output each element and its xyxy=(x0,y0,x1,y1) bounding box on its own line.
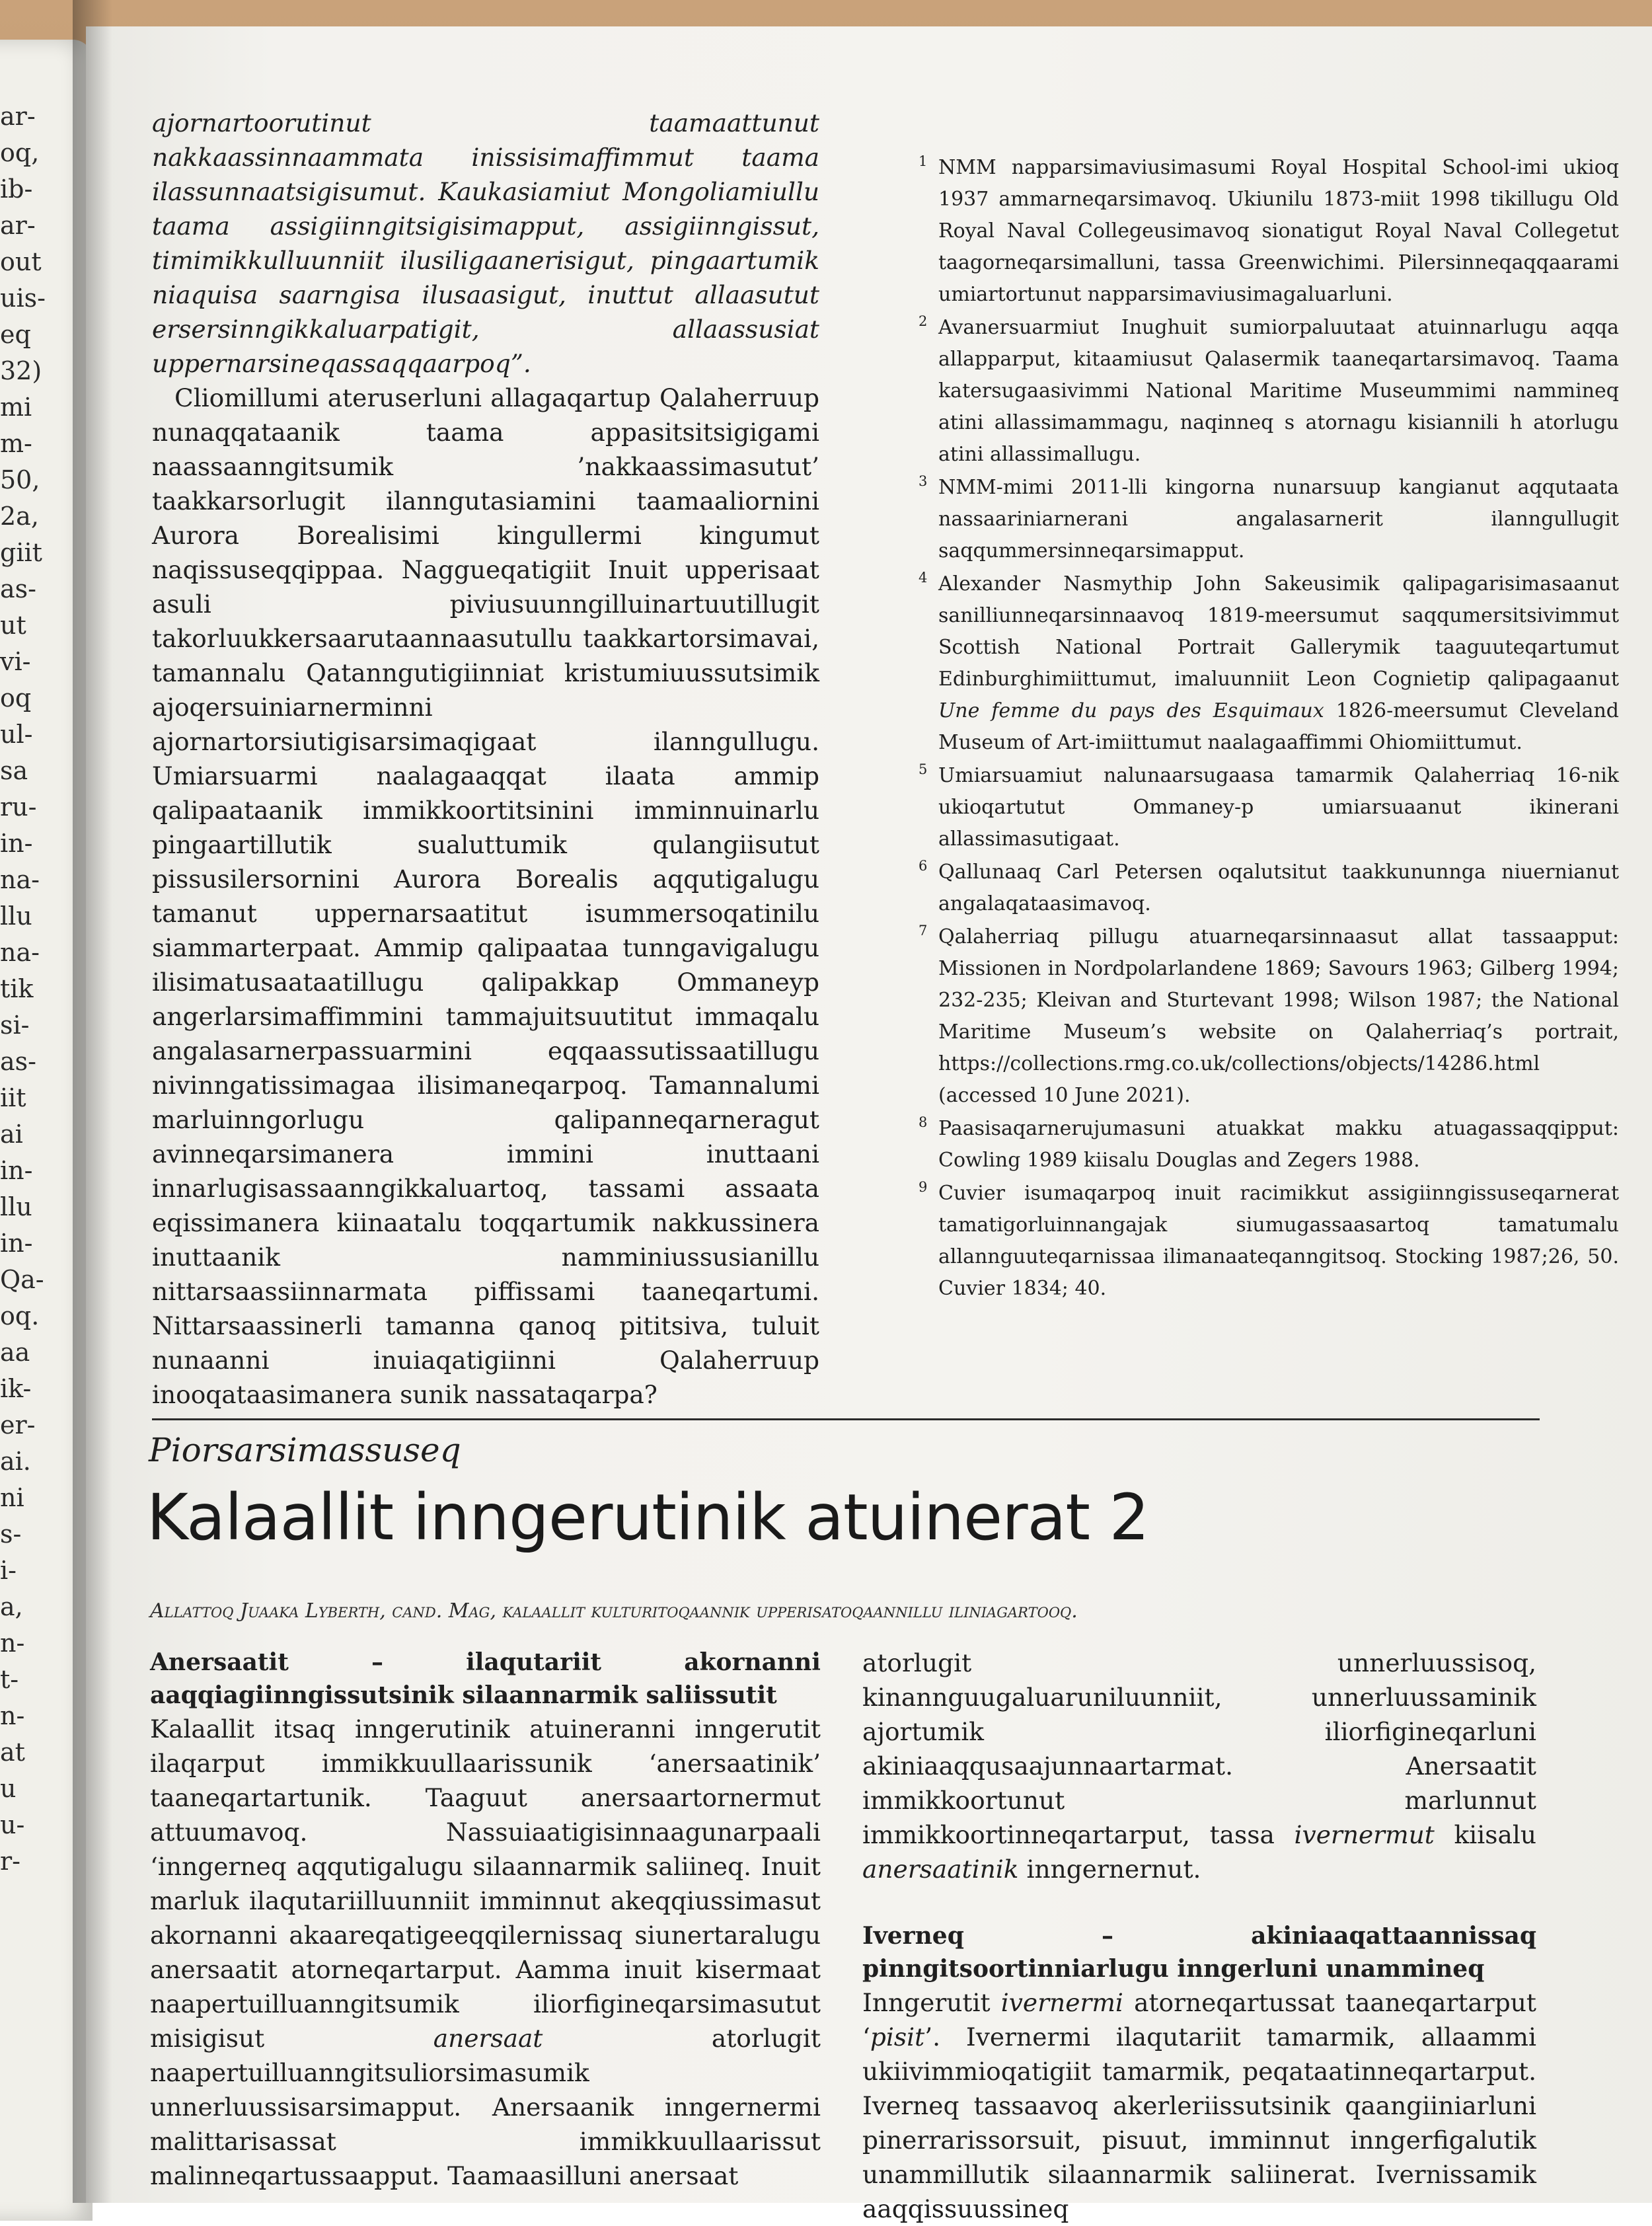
left-page-text-fragment: Qa- xyxy=(0,1265,44,1294)
left-page-text-fragment: na- xyxy=(0,938,40,967)
text-span: kiisalu xyxy=(1434,1820,1536,1849)
top-left-column xyxy=(152,106,819,1412)
left-page-text-fragment: in- xyxy=(0,1229,33,1258)
section-label: Piorsarsimassuseq xyxy=(149,1431,461,1469)
footnote-text: 1826-meersumut Cleveland Museum of Art-imiittumut naalagaaffimmi Ohiomiittumut. xyxy=(938,699,1619,754)
footnote-number: 1 xyxy=(919,153,928,169)
footnote-number: 6 xyxy=(919,858,928,874)
left-page-text-fragment: at xyxy=(0,1738,25,1767)
footnote-text: Avanersuarmiut Inughuit sumiorpaluutaat atuinnarlugu aqqa allapparput, kitaamiusut Qalasermik taaneqartarsimavoq. Taama katersugaasivimmi National Maritime Museummimi nammineq atini allassimammagu, naqinneq s atornagu kisiannili h atorlugu atini allassimallugu. xyxy=(938,316,1619,466)
text-span: ’. Ivernermi ilaqutariit tamarmik, allaammi ukiivimmioqatigiit tamarmik, peqataatinneqartarput. Iverneq tassaavoq akerleriissutsinik qaangiiniarluni pinerrarissorsuit, pisuut, imminnut inngerfigalutik unammillutik silaannarmik saliinerat. Ivernissamik aaqqissuussineq xyxy=(862,2022,1536,2223)
footnote-text: Paasisaqarnerujumasuni atuakkat makku atuagassaqqipput: Cowling 1989 kiisalu Douglas and Zegers 1988. xyxy=(938,1117,1619,1172)
left-page-text-fragment: u xyxy=(0,1774,17,1803)
body-paragraph xyxy=(150,1712,821,2193)
left-page-text-fragment: ar- xyxy=(0,211,36,240)
text-span: atorneqartussat taaneqartarput ‘ xyxy=(862,1988,1536,2052)
footnote-italic-title: Une femme du pays des Esquimaux xyxy=(938,699,1324,722)
footnote-text: Qallunaaq Carl Petersen oqalutsitut taakkununnga niuernianut angalaqataasimavoq. xyxy=(938,861,1619,915)
footnote-number: 4 xyxy=(919,570,928,586)
italic-term: ivernermi xyxy=(1000,1988,1123,2017)
left-page-text-fragment: ul- xyxy=(0,720,33,749)
article-title: Kalaallit inngerutinik atuinerat 2 xyxy=(147,1480,1149,1554)
footnote-number: 2 xyxy=(919,313,928,329)
left-page-text-fragment: vi- xyxy=(0,647,31,676)
footnote-number: 7 xyxy=(919,923,928,939)
left-page-text-fragment: 32) xyxy=(0,356,42,385)
left-page-text-fragment: ar- xyxy=(0,102,36,131)
left-page-text-fragment: si- xyxy=(0,1011,30,1040)
left-page-text-fragment: i- xyxy=(0,1556,17,1585)
left-page-text-fragment: 50, xyxy=(0,465,40,494)
footnote-number: 3 xyxy=(919,473,928,489)
text-span: Kalaallit itsaq inngerutinik atuineranni inngerutit ilaqarput immikkuullaarissunik ‘anersaatinik’ taaneqartartunik. Taaguut anersaartornermut attuumavoq. Nassuiaatigisinnaagunarpaali ‘inngerneq aqqutigalugu silaannarmik saliineq. Inuit marluk ilaqutariilluunniit imminnut akeqqiussimasut akornanni akaareqatigeeqqilernissaq siunertaralugu anersaatit atorneqartarput. Aamma inuit kisermaat naapertuilluanngitsumik iliorfigineqarsimasutut misigisut xyxy=(150,1714,821,2053)
body-paragraph xyxy=(862,1985,1536,2226)
left-page-text-fragment: ru- xyxy=(0,792,37,822)
left-page-text-fragment: giit xyxy=(0,538,42,567)
left-page-text-fragment: t- xyxy=(0,1665,19,1694)
left-page-text-fragment: sa xyxy=(0,756,28,785)
left-page-text-fragment: aa xyxy=(0,1338,30,1367)
text-span: atorlugit naapertuilluanngitsuliorsimasumik unnerluussisarsimapput. Anersaanik inngernermi malittarisassat immikkuullaarissut malinneqartussaapput. Taamaasilluni anersaat xyxy=(150,2024,821,2190)
left-page-text-fragment: er- xyxy=(0,1410,36,1439)
sub-heading-iverneq: Iverneq – akiniaaqattaannissaq pinngitsoortinniarlugu inngerluni unammineq xyxy=(862,1922,1536,1983)
footnote xyxy=(919,1113,1619,1176)
bottom-left-column xyxy=(150,1646,821,2193)
left-page-text-fragment: ai. xyxy=(0,1447,31,1476)
left-page-text-fragment: uis- xyxy=(0,284,46,313)
footnote-text: Cuvier isumaqarpoq inuit racimikkut assigiinngissuseqarnerat tamatigorluinnangajak siumugassaasartoq tamatumalu allannguuteqarnissaa ilimanaateqanngitsoq. Stocking 1987;26, 50. Cuvier 1834; 40. xyxy=(938,1182,1619,1300)
left-page-text-fragment: iit xyxy=(0,1083,26,1112)
footnote xyxy=(919,857,1619,920)
bottom-right-column xyxy=(862,1646,1536,2226)
left-page-text-fragment: out xyxy=(0,247,42,276)
text-span: inngernernut. xyxy=(1018,1855,1201,1884)
section-divider xyxy=(152,1418,1540,1420)
left-page-text-fragment: mi xyxy=(0,393,32,422)
left-page-text-fragment: m- xyxy=(0,429,32,458)
left-page-text-fragment: llu xyxy=(0,902,32,931)
left-page-text-fragment: ut xyxy=(0,611,26,640)
left-page-text-fragment: s- xyxy=(0,1519,22,1549)
footnote-number: 9 xyxy=(919,1179,928,1195)
footnote xyxy=(919,472,1619,567)
left-page-text-fragment: as- xyxy=(0,574,36,603)
left-page-text-fragment: oq. xyxy=(0,1301,40,1330)
italic-term: anersaat xyxy=(433,2024,543,2053)
footnote-number: 5 xyxy=(919,761,928,777)
left-page-text-fragment: oq xyxy=(0,683,32,712)
left-page-text-fragment: n- xyxy=(0,1701,25,1730)
left-page-text-fragment: 2a, xyxy=(0,502,39,531)
footnote-text: Alexander Nasmythip John Sakeusimik qalipagarisimasaanut sanilliunneqarsinnaavoq 1819-meersumut saqqumersitsivimmut Scottish National Portrait Gallerymik taaguuteqartumut Edinburghimiittumut, imaluunniit Leon Cognietip qalipagaanut xyxy=(938,572,1619,691)
left-page-text-fragment: u- xyxy=(0,1810,25,1839)
left-page-text-fragment: in- xyxy=(0,829,33,858)
sub-heading-anersaatit: Anersaatit – ilaqutariit akornanni aaqqiagiinngissutsinik silaannarmik saliissutit xyxy=(150,1648,821,1709)
left-page-text-fragment: ni xyxy=(0,1483,24,1512)
italic-term: anersaatinik xyxy=(862,1855,1019,1884)
left-page-text-fragment: oq, xyxy=(0,138,40,167)
footnote-text: Umiarsuamiut nalunaarsugaasa tamarmik Qalaherriaq 16-nik ukioqartutut Ommaney-p umiarsuaanut ikinerani allassimasutigaat. xyxy=(938,764,1619,851)
italic-term: ivernermut xyxy=(1294,1820,1435,1849)
book-gutter-shadow xyxy=(73,0,112,2203)
footnote-text: NMM-mimi 2011-lli kingorna nunarsuup kangianut aqqutaata nassaariniarnerani angalasarnerit ilanngullugit saqqummersinneqarsimapput. xyxy=(938,476,1619,562)
left-page-text-fragment: ik- xyxy=(0,1374,32,1403)
left-page-text-fragment: as- xyxy=(0,1047,36,1076)
footnote xyxy=(919,760,1619,855)
body-paragraph xyxy=(862,1646,1536,1886)
left-page-text-fragment: a, xyxy=(0,1592,23,1621)
left-page-text-fragment: ai xyxy=(0,1120,23,1149)
text-span: atorlugit unnerluussisoq, kinannguugaluaruniluunniit, unnerluussaminik ajortumik iliorfigineqarluni akiniaaqqusaajunnaartarmat. Anersaatit immikkoortunut marlunnut immikkoortinneqartarput, tassa xyxy=(862,1648,1536,1849)
left-page-text-fragment: eq xyxy=(0,320,31,349)
magazine-page xyxy=(86,26,1652,2223)
italic-term: pisit xyxy=(870,2022,925,2052)
footnote-text: Qalaherriaq pillugu atuarneqarsinnaasut allat tassaapput: Missionen in Nordpolarlandene 1869; Savours 1963; Gilberg 1994; 232-235; Kleivan and Sturtevant 1998; Wilson 1987; the National Maritime Museum’s website on Qalaherriaq’s portrait, https://collections.rmg.co.uk/collections/objects/14286.html (accessed 10 June 2021). xyxy=(938,925,1619,1107)
footnote-number: 8 xyxy=(919,1114,928,1130)
quote-paragraph: ajornartoorutinut taamaattunut nakkaassinnaammata inissisimaffimmut taama ilassunnaatsigisumut. Kaukasiamiut Mongoliamiullu taama assigiinngitsigisimapput, assigiinngissut, timimikkulluunniit ilusiligaanerisigut, pingaartumik niaquisa saarngisa ilusaasigut, inuttut allaasutut ersersinngikkaluarpatigit, allaassusiat uppernarsineqassaqqaarpoq”. xyxy=(152,108,819,378)
body-paragraph: Cliomillumi ateruserluni allagaqartup Qalaherruup nunaqqataanik taama appasitsitsigigami naassaanngitsumik ’nakkaassimasutut’ taakkarsorlugit ilanngutasiamini taamaaliornini Aurora Borealisimi kingullermi kingumut naqissuseqqippaa. Naggueqatigiit Inuit upperisaat asuli piviusuunngilluinartuutillugit takorluukkersaarutaannaasutullu taakkartorsimavai, tamannalu Qatanngutigiinniat kristumiuussutsimik ajoqersuiniarnerminni ajornartorsiutigisarsimaqigaat ilanngullugu. Umiarsuarmi naalagaaqqat ilaata ammip qalipaataanik immikkoortitsinini imminnuinarlu pingaartillutik sualuttumik qulangiisutut pissusilersornini Aurora Borealis aqqutigalugu tamanut uppernarsaatitut isummersoqatinilu siammarterpaat. Ammip qalipaataa tunngavigalugu ilisimatusaataatillugu qalipakkap Ommaneyp angerlarsimaffimmini tammajuitsuutitut immaqalu angalasarnerpassuarmini eqqaassutissaatillugu nivinngatissimagaa ilisimaneqarpoq. Tamannalumi marluinngorlugu qalipanneqarneragut avinneqarsimanera immini inuttaani innarlugisassaanngikkaluartoq, tassami assaata eqissimanera kiinaatalu toqqartumik nakkussinera inuttaanik namminiussusianillu nittarsaassiinnarmata piffissami taaneqartumi. Nittarsaassinerli tamanna qanoq pititsiva, tuluit nunaanni inuiaqatigiinni Qalaherruup inooqataasimanera sunik nassataqarpa? xyxy=(152,383,819,1409)
footnote xyxy=(919,921,1619,1112)
footnote-text: NMM napparsimaviusimasumi Royal Hospital School-imi ukioq 1937 ammarneqarsimavoq. Ukiunilu 1873-miit 1998 tikillugu Old Royal Naval Collegeusimavoq sionatigut Royal Naval Collegetut taagorneqarsimalluni, tassa Greenwichimi. Pilersinneqaqqaarami umiartortunut napparsimaviusimagaluarluni. xyxy=(938,156,1619,306)
text-span: Inngerutit xyxy=(862,1988,1001,2017)
footnote xyxy=(919,568,1619,759)
left-page-text-fragment: na- xyxy=(0,865,40,894)
left-page-text-fragment: r- xyxy=(0,1847,21,1876)
left-page-text-fragment: n- xyxy=(0,1629,25,1658)
footnote xyxy=(919,312,1619,471)
footnotes-column xyxy=(919,152,1619,1306)
footnote xyxy=(919,152,1619,311)
left-page-text-fragment: ib- xyxy=(0,174,33,204)
footnote xyxy=(919,1178,1619,1305)
byline: Allattoq Juaaka Lyberth, cand. Mag, kalaallit kulturitoqaannik upperisatoqaannillu iliniagartooq. xyxy=(150,1599,1078,1623)
left-page-text-fragment: llu xyxy=(0,1192,32,1221)
left-page-text-fragment: tik xyxy=(0,974,34,1003)
left-page-text-fragment: in- xyxy=(0,1156,33,1185)
